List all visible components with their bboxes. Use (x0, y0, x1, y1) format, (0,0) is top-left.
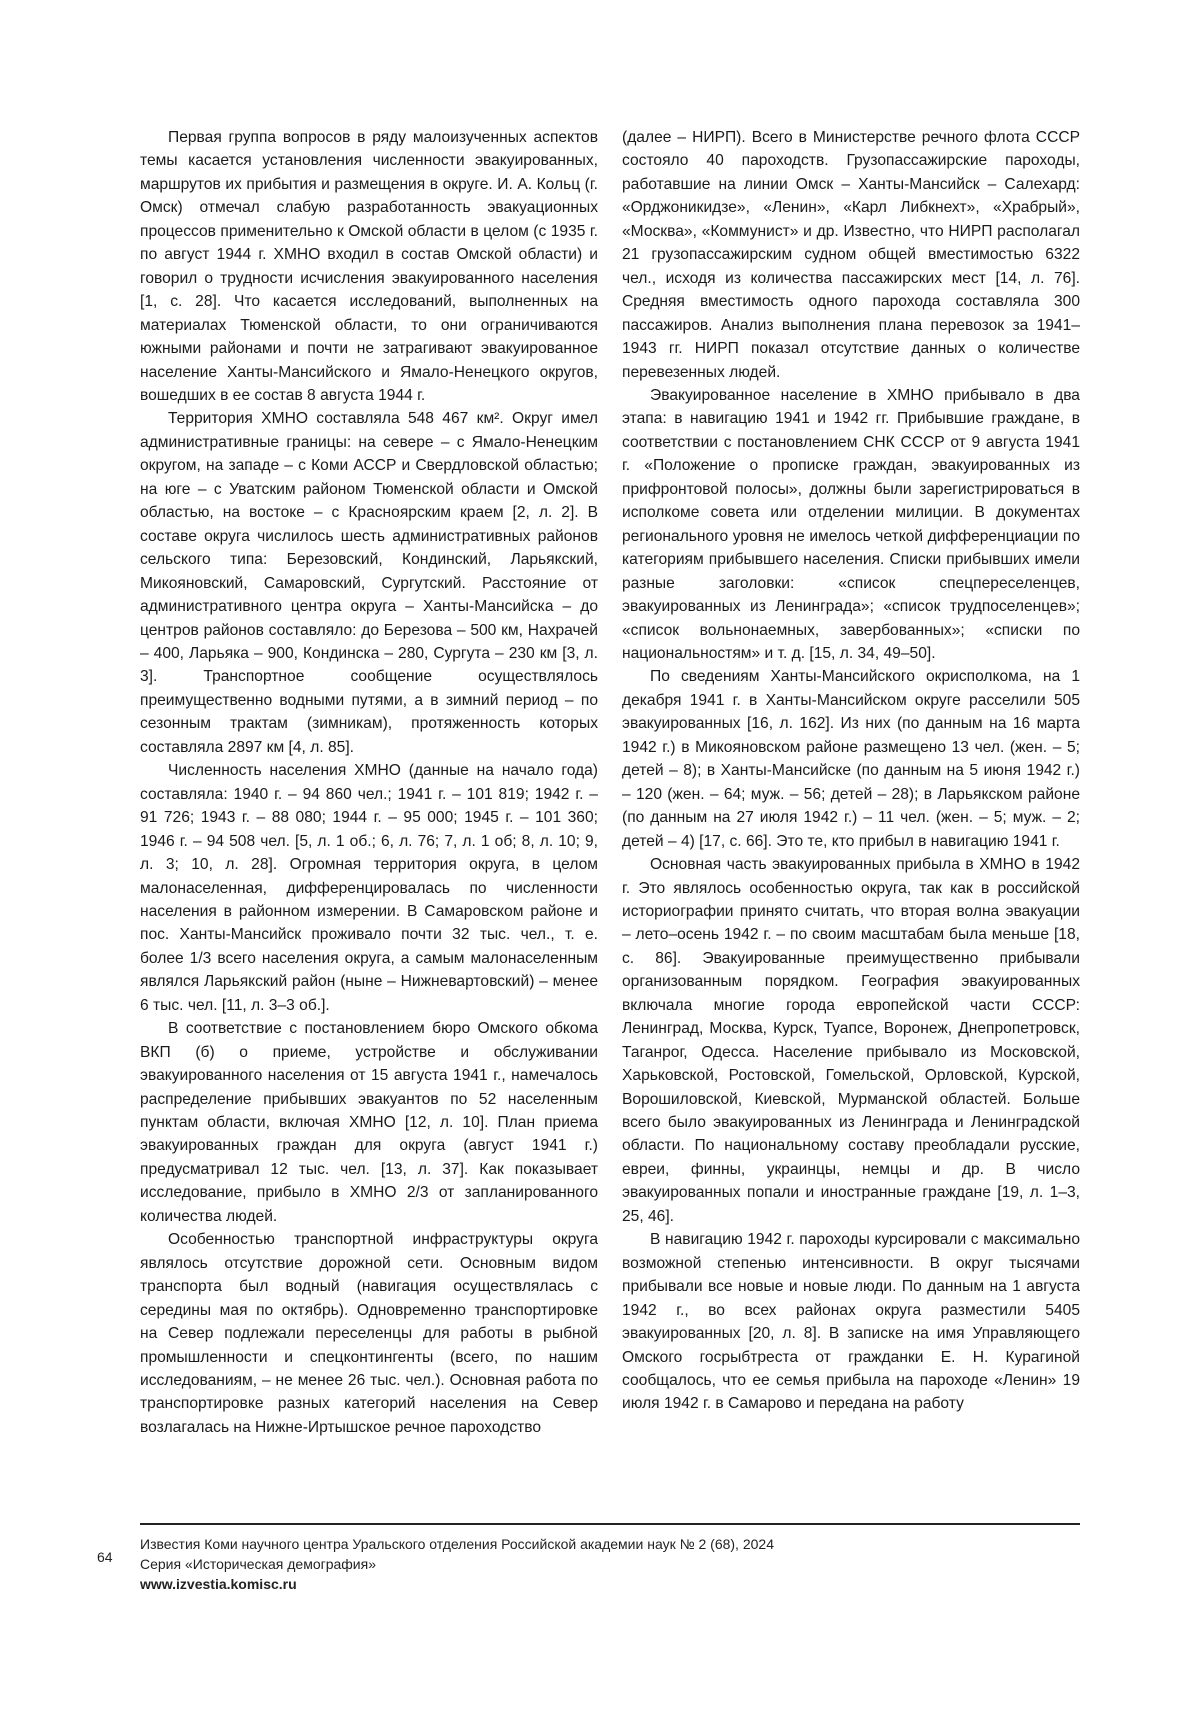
journal-title: Известия Коми научного центра Уральского отделения Российской академии наук № 2 (68), 2024 (140, 1536, 774, 1552)
footer-divider (140, 1523, 1080, 1525)
journal-url-link[interactable]: www.izvestia.komisc.ru (140, 1576, 297, 1592)
paragraph-continuation: (далее – НИРП). Всего в Министерстве речного флота СССР состояло 40 пароходств. Грузопассажирские пароходы, работавшие на линии Омск – Ханты-Мансийск – Салехард: «Орджоникидзе», «Ленин», «Карл Либкнехт», «Храбрый», «Москва», «Коммунист» и др. Известно, что НИРП располагал 21 грузопассажирским судном общей вместимостью 6322 чел., исходя из количества пассажирских мест [14, л. 76]. Средняя вместимость одного парохода составляла 300 пассажиров. Анализ выполнения плана перевозок за 1941–1943 гг. НИРП показал отсутствие данных о количестве перевезенных людей. (622, 129, 1080, 381)
paragraph: Эвакуированное население в ХМНО прибывало в два этапа: в навигацию 1941 и 1942 гг. Прибывшие граждане, в соответствии с постановлением СНК СССР от 9 августа 1941 г. «Положение о прописке граждан, эвакуированных из прифронтовой полосы», должны были зарегистрироваться в исполкоме совета или отделении милиции. В документах регионального уровня не имелось четкой дифференциации по категориям прибывшего населения. Списки прибывших имели разные заголовки: «список спецпереселенцев, эвакуированных из Ленинграда»; «список трудпоселенцев»; «список вольнонаемных, завербованных»; «списки по национальностям» и т. д. [15, л. 34, 49–50]. (622, 386, 1080, 662)
left-column (140, 126, 598, 1439)
paragraph: Первая группа вопросов в ряду малоизученных аспектов темы касается установления численности эвакуированных, маршрутов их прибытия и размещения в округе. И. А. Кольц (г. Омск) отмечал слабую разработанность эвакуационных процессов применительно к Омской области в целом (с 1935 г. по август 1944 г. ХМНО входил в состав Омской области) и говорил о трудности исчисления эвакуированного населения [1, с. 28]. Что касается исследований, выполненных на материалах Тюменской области, то они ограничиваются южными районами и почти не затрагивают эвакуированное население Ханты-Мансийского и Ямало-Ненецкого округов, вошедших в ее состав 8 августа 1944 г. (140, 129, 598, 404)
paragraph: Основная часть эвакуированных прибыла в ХМНО в 1942 г. Это являлось особенностью округа, так как в российской историографии принято считать, что вторая волна эвакуации – лето–осень 1942 г. – по своим масштабам была меньше [18, с. 86]. Эвакуированные преимущественно прибывали организованным порядком. География эвакуированных включала многие города европейской части СССР: Ленинград, Москва, Курск, Туапсе, Воронеж, Днепропетровск, Таганрог, Одесса. Население прибывало из Московской, Харьковской, Ростовской, Гомельской, Орловской, Курской, Ворошиловской, Киевской, Мурманской областей. Больше всего было эвакуированных из Ленинграда и Ленинградской области. По национальному составу преобладали русские, евреи, финны, украинцы, немцы и др. В число эвакуированных попали и иностранные граждане [19, л. 1–3, 25, 46]. (622, 856, 1080, 1225)
series-title: Серия «Историческая демография» (140, 1556, 376, 1572)
paragraph: В соответствие с постановлением бюро Омского обкома ВКП (б) о приеме, устройстве и обслуживании эвакуированного населения от 15 августа 1941 г., намечалось распределение прибывших эвакуантов по 52 населенным пунктам области, включая ХМНО [12, л. 10]. План приема эвакуированных граждан для округа (август 1941 г.) предусматривал 12 тыс. чел. [13, л. 37]. Как показывает исследование, прибыло в ХМНО 2/3 от запланированного количества людей. (140, 1020, 598, 1225)
right-column (622, 126, 1080, 1416)
paragraph: Территория ХМНО составляла 548 467 км². Округ имел административные границы: на севере – с Ямало-Ненецким округом, на западе – с Коми АССР и Свердловской областью; на юге – с Уватским районом Тюменской области и Омской областью, на востоке – с Красноярским краем [2, л. 2]. В составе округа числилось шесть административных районов сельского типа: Березовский, Кондинский, Ларьякский, Микояновский, Самаровский, Сургутский. Расстояние от административного центра округа – Ханты-Мансийска – до центров районов составляло: до Березова – 500 км, Нахрачей – 400, Ларьяка – 900, Кондинска – 280, Сургута – 230 км [3, л. 3]. Транспортное сообщение осуществлялось преимущественно водными путями, а в зимний период – по сезонным трактам (зимникам), протяженность которых составляла 2897 км [4, л. 85]. (140, 410, 598, 756)
footer (140, 1534, 774, 1594)
paragraph: Численность населения ХМНО (данные на начало года) составляла: 1940 г. – 94 860 чел.; 1941 г. – 101 819; 1942 г. – 91 726; 1943 г. – 88 080; 1944 г. – 95 000; 1945 г. – 101 360; 1946 г. – 94 508 чел. [5, л. 1 об.; 6, л. 76; 7, л. 1 об; 8, л. 10; 9, л. 3; 10, л. 28]. Огромная территория округа, в целом малонаселенная, дифференцировалась по численности населения в районном измерении. В Самаровском районе и пос. Ханты-Мансийск проживало почти 32 тыс. чел., т. е. более 1/3 всего населения округа, а самым малонаселенным являлся Ларьякский район (ныне – Нижневартовский) – менее 6 тыс. чел. [11, л. 3–3 об.]. (140, 762, 598, 1014)
paragraph: В навигацию 1942 г. пароходы курсировали с максимально возможной степенью интенсивности. В округ тысячами прибывали все новые и новые люди. По данным на 1 августа 1942 г., во всех районах округа разместили 5405 эвакуированных [20, л. 8]. В записке на имя Управляющего Омского госрыбтреста от гражданки Е. Н. Курагиной сообщалось, что ее семья прибыла на пароходе «Ленин» 19 июля 1942 г. в Самарово и передана на работу (622, 1231, 1080, 1413)
paragraph: По сведениям Ханты-Мансийского окрисполкома, на 1 декабря 1941 г. в Ханты-Мансийском округе расселили 505 эвакуированных [16, л. 162]. Из них (по данным на 16 марта 1942 г.) в Микояновском районе размещено 13 чел. (жен. – 5; детей – 8); в Ханты-Мансийске (по данным на 5 июня 1942 г.) – 120 (жен. – 64; муж. – 56; детей – 28); в Ларьякском районе (по данным на 27 июля 1942 г.) – 11 чел. (жен. – 5; муж. – 2; детей – 4) [17, с. 66]. Это те, кто прибыл в навигацию 1941 г. (622, 668, 1080, 850)
page-number: 64 (97, 1549, 113, 1565)
paragraph: Особенностью транспортной инфраструктуры округа являлось отсутствие дорожной сети. Основным видом транспорта был водный (навигация осуществлялась с середины мая по октябрь). Одновременно транспортировке на Север подлежали переселенцы для работы в рыбной промышленности и спецконтингенты (всего, по нашим исследованиям, – не менее 26 тыс. чел.). Основная работа по транспортировке разных категорий населения на Север возлагалась на Нижне-Иртышское речное пароходство (140, 1231, 598, 1436)
